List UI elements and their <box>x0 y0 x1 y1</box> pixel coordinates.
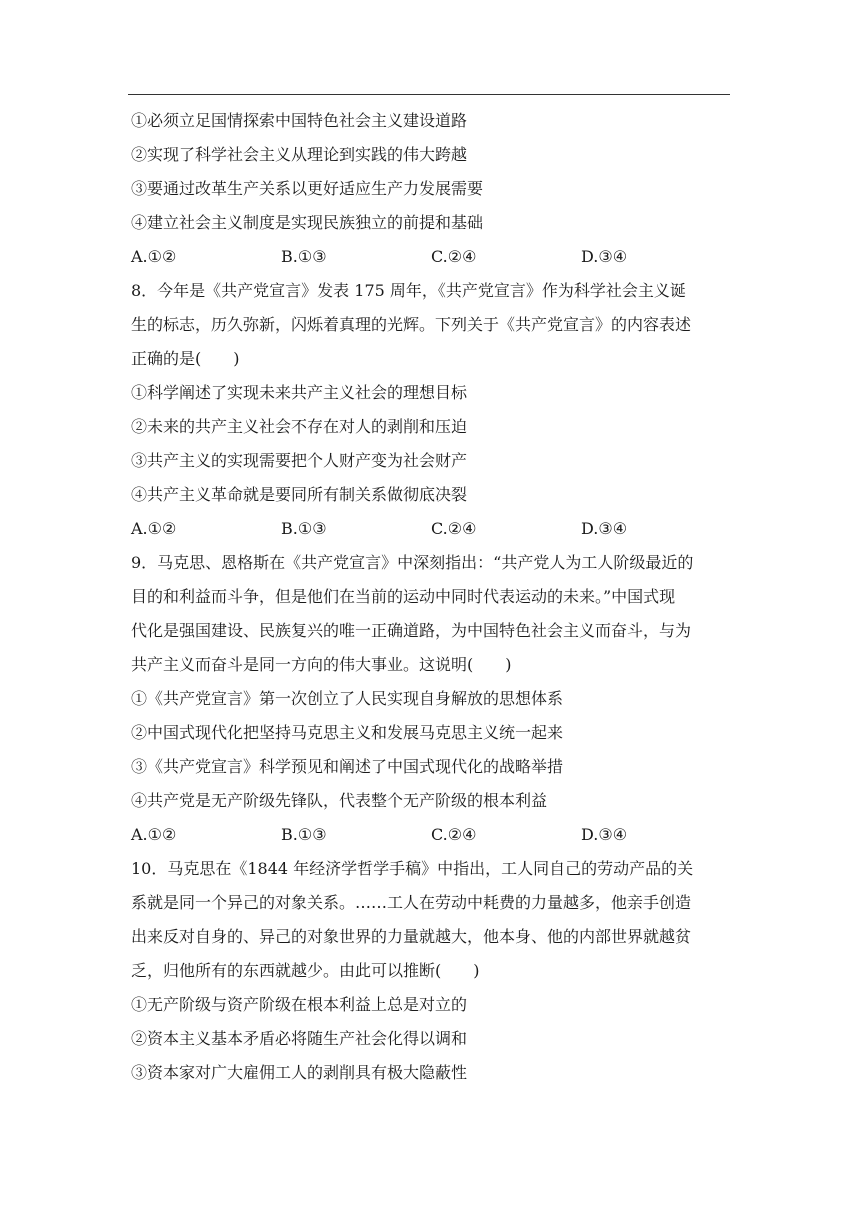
statement-option: ①科学阐述了实现未来共产主义社会的理想目标 <box>131 383 468 402</box>
answer-choice-b[interactable]: B.①③ <box>281 825 327 844</box>
answer-choice-d[interactable]: D.③④ <box>581 825 628 844</box>
statement-option: ①《共产党宣言》第一次创立了人民实现自身解放的思想体系 <box>131 689 564 708</box>
statement-option: ②资本主义基本矛盾必将随生产社会化得以调和 <box>131 1029 468 1048</box>
question-content <box>131 104 731 1090</box>
question-block-q8 <box>131 274 731 546</box>
question-stem-line: 10．马克思在《1844 年经济学哲学手稿》中指出，工人同自己的劳动产品的关 <box>131 859 694 878</box>
statement-option: ③《共产党宣言》科学预见和阐述了中国式现代化的战略举措 <box>131 757 564 776</box>
answer-choice-a[interactable]: A.①② <box>131 825 177 844</box>
question-block-q10 <box>131 852 731 1090</box>
question-stem-line: 正确的是( ) <box>131 349 240 368</box>
statement-option: ②实现了科学社会主义从理论到实践的伟大跨越 <box>131 145 468 164</box>
answer-choice-c[interactable]: C.②④ <box>431 519 477 538</box>
answer-choices-row <box>131 512 731 546</box>
question-stem-line: 9．马克思、恩格斯在《共产党宣言》中深刻指出：“共产党人为工人阶级最近的 <box>131 553 694 572</box>
question-stem-line: 系就是同一个异己的对象关系。……工人在劳动中耗费的力量越多，他亲手创造 <box>131 893 692 912</box>
answer-choice-c[interactable]: C.②④ <box>431 825 477 844</box>
question-stem-line: 乏，归他所有的东西就越少。由此可以推断( ) <box>131 961 480 980</box>
header-rule <box>128 94 730 95</box>
answer-choice-b[interactable]: B.①③ <box>281 247 327 266</box>
question-block-q7-tail <box>131 104 731 274</box>
answer-choice-d[interactable]: D.③④ <box>581 519 628 538</box>
question-stem-line: 生的标志，历久弥新，闪烁着真理的光辉。下列关于《共产党宣言》的内容表述 <box>131 315 692 334</box>
statement-option: ③共产主义的实现需要把个人财产变为社会财产 <box>131 451 468 470</box>
answer-choice-a[interactable]: A.①② <box>131 519 177 538</box>
statement-option: ④共产主义革命就是要同所有制关系做彻底决裂 <box>131 485 468 504</box>
question-stem-line: 共产主义而奋斗是同一方向的伟大事业。这说明( ) <box>131 655 512 674</box>
answer-choice-d[interactable]: D.③④ <box>581 247 628 266</box>
answer-choices-row <box>131 240 731 274</box>
statement-option: ②中国式现代化把坚持马克思主义和发展马克思主义统一起来 <box>131 723 564 742</box>
statement-option: ④共产党是无产阶级先锋队，代表整个无产阶级的根本利益 <box>131 791 548 810</box>
answer-choice-c[interactable]: C.②④ <box>431 247 477 266</box>
statement-option: ③资本家对广大雇佣工人的剥削具有极大隐蔽性 <box>131 1063 468 1082</box>
statement-option: ①无产阶级与资产阶级在根本利益上总是对立的 <box>131 995 468 1014</box>
question-stem-line: 代化是强国建设、民族复兴的唯一正确道路，为中国特色社会主义而奋斗，与为 <box>131 621 692 640</box>
question-stem-line: 8．今年是《共产党宣言》发表 175 周年，《共产党宣言》作为科学社会主义诞 <box>131 281 686 300</box>
statement-option: ③要通过改革生产关系以更好适应生产力发展需要 <box>131 179 484 198</box>
statement-option: ②未来的共产主义社会不存在对人的剥削和压迫 <box>131 417 468 436</box>
answer-choice-a[interactable]: A.①② <box>131 247 177 266</box>
question-stem-line: 出来反对自身的、异己的对象世界的力量就越大，他本身、他的内部世界就越贫 <box>131 927 692 946</box>
statement-option: ④建立社会主义制度是实现民族独立的前提和基础 <box>131 213 484 232</box>
answer-choices-row <box>131 818 731 852</box>
question-stem-line: 目的和利益而斗争，但是他们在当前的运动中同时代表运动的未来。”中国式现 <box>131 587 676 606</box>
answer-choice-b[interactable]: B.①③ <box>281 519 327 538</box>
statement-option: ①必须立足国情探索中国特色社会主义建设道路 <box>131 111 468 130</box>
question-block-q9 <box>131 546 731 852</box>
